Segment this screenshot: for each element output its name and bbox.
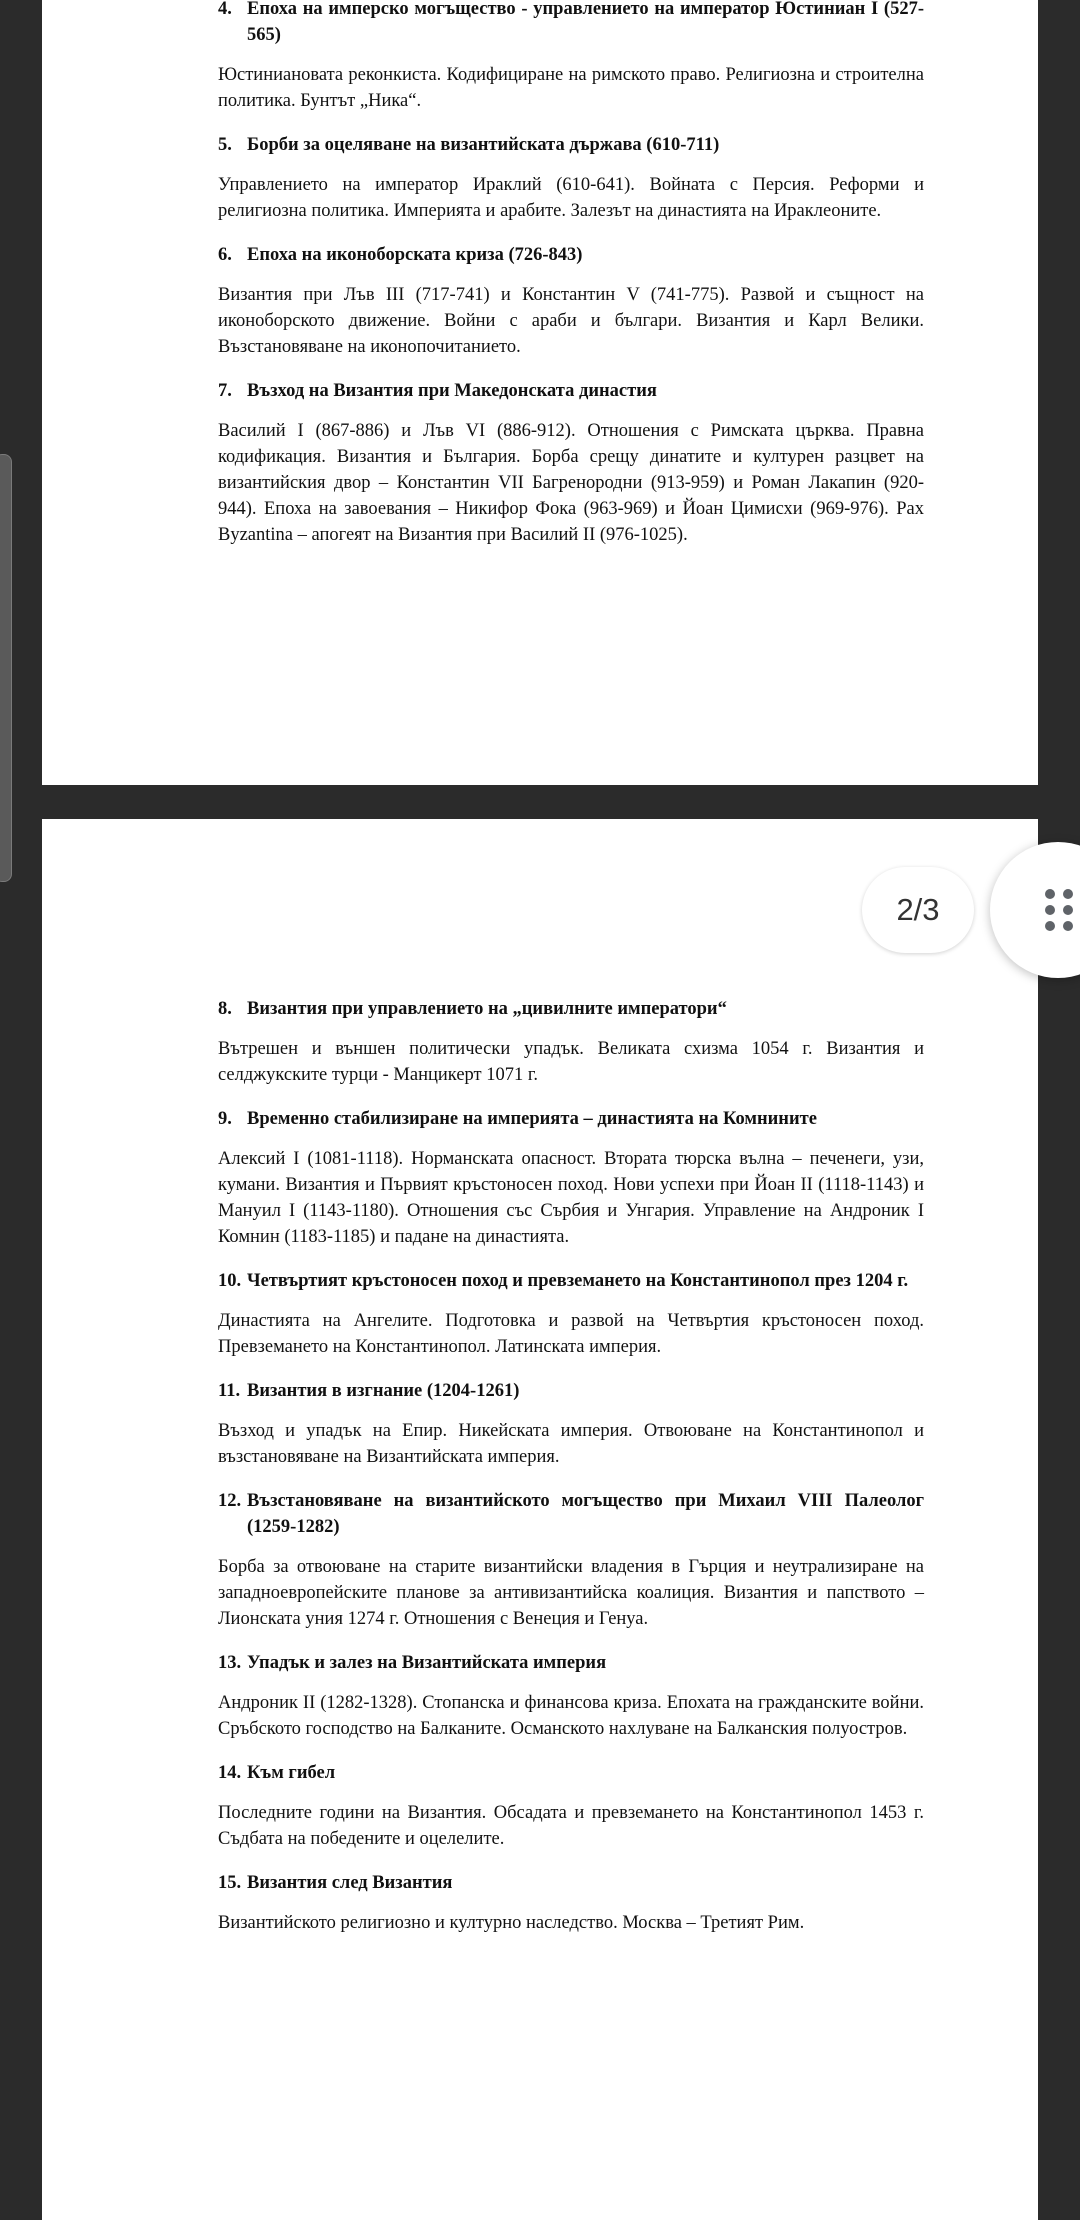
section-heading	[218, 132, 924, 158]
section-heading	[218, 1650, 924, 1676]
section-14	[218, 1760, 924, 1852]
section-number: 14.	[218, 1763, 242, 1783]
section-body: Василий I (867-886) и Лъв VI (886-912). Отношения с Римската църква. Правна кодификация. Византия и България. Борба срещу динатите и културен разцвет на византийския двор – Константин VII Багренородни (913-959) и Роман Лакапин (920-944). Епоха на завоевания – Никифор Фока (963-969) и Йоан Цимисхи (969-976). Pax Byzantina – апогеят на Византия при Василий II (976-1025).	[218, 421, 924, 545]
section-8	[218, 996, 924, 1088]
section-body: Възход и упадък на Епир. Никейската империя. Отвоюване на Константинопол и възстановяване на Византийската империя.	[218, 1421, 924, 1467]
section-title: Възстановяване на византийското могъщество при Михаил VIII Палеолог (1259-1282)	[247, 1491, 924, 1537]
section-heading	[218, 0, 924, 48]
section-title: Епоха на иконоборската криза (726-843)	[247, 245, 583, 265]
section-4	[218, 0, 924, 114]
document-page-1	[42, 0, 1038, 785]
section-9	[218, 1106, 924, 1250]
section-heading	[218, 1760, 924, 1786]
section-number: 7.	[218, 381, 232, 401]
section-number: 10.	[218, 1271, 242, 1291]
section-title: Епоха на имперско могъщество - управлението на император Юстиниан I (527-565)	[247, 0, 924, 45]
section-5	[218, 132, 924, 224]
section-number: 15.	[218, 1873, 242, 1893]
section-heading	[218, 1268, 924, 1294]
section-body: Последните години на Византия. Обсадата и превземането на Константинопол 1453 г. Съдбата на победените и оцелелите.	[218, 1803, 924, 1849]
section-title: Византия при управлението на „цивилните императори“	[247, 999, 727, 1019]
section-number: 8.	[218, 999, 232, 1019]
section-number: 13.	[218, 1653, 242, 1673]
section-title: Към гибел	[247, 1763, 336, 1783]
scrollbar-handle[interactable]	[0, 454, 12, 882]
section-heading	[218, 996, 924, 1022]
section-11	[218, 1378, 924, 1470]
section-number: 9.	[218, 1109, 232, 1129]
section-heading	[218, 242, 924, 268]
section-heading	[218, 1488, 924, 1540]
section-number: 4.	[218, 0, 232, 19]
page-2-content	[218, 996, 924, 1954]
section-heading	[218, 378, 924, 404]
page-indicator: 2/3	[862, 867, 974, 953]
section-title: Византия в изгнание (1204-1261)	[247, 1381, 520, 1401]
section-number: 11.	[218, 1381, 241, 1401]
section-body: Андроник II (1282-1328). Стопанска и финансова криза. Епохата на гражданските войни. Сръбското господство на Балканите. Османското нахлуване на Балканския полуостров.	[218, 1693, 924, 1739]
section-body: Византия при Лъв III (717-741) и Константин V (741-775). Развой и същност на иконоборското движение. Войни с араби и българи. Византия и Карл Велики. Възстановяване на иконопочитанието.	[218, 285, 924, 357]
section-body: Борба за отвоюване на старите византийски владения в Гърция и неутрализиране на западноевропейските планове за антивизантийска коалиция. Византия и папството – Лионската уния 1274 г. Отношения с Венеция и Генуа.	[218, 1557, 924, 1629]
section-heading	[218, 1378, 924, 1404]
grip-dots-icon	[1044, 888, 1074, 932]
section-15	[218, 1870, 924, 1936]
page-1-content	[218, 0, 924, 566]
section-body: Династията на Ангелите. Подготовка и развой на Четвъртия кръстоносен поход. Превземането на Константинопол. Латинската империя.	[218, 1311, 924, 1357]
section-10	[218, 1268, 924, 1360]
section-heading	[218, 1106, 924, 1132]
document-page-2	[42, 819, 1038, 2220]
section-title: Византия след Византия	[247, 1873, 453, 1893]
section-title: Упадък и залез на Византийската империя	[247, 1653, 607, 1673]
section-title: Възход на Византия при Македонската династия	[247, 381, 657, 401]
section-body: Управлението на император Ираклий (610-641). Войната с Персия. Реформи и религиозна политика. Империята и арабите. Залезът на династията на Ираклеоните.	[218, 175, 924, 221]
section-body: Вътрешен и външен политически упадък. Великата схизма 1054 г. Византия и селджукските турци - Манцикерт 1071 г.	[218, 1039, 924, 1085]
section-title: Временно стабилизиране на империята – династията на Комнините	[247, 1109, 817, 1129]
section-7	[218, 378, 924, 548]
section-number: 12.	[218, 1491, 242, 1511]
section-number: 6.	[218, 245, 232, 265]
section-number: 5.	[218, 135, 232, 155]
section-12	[218, 1488, 924, 1632]
section-title: Четвъртият кръстоносен поход и превземането на Константинопол през 1204 г.	[247, 1271, 909, 1291]
section-body: Алексий I (1081-1118). Норманската опасност. Втората тюрска вълна – печенеги, узи, кумани. Византия и Първият кръстоносен поход. Нови успехи при Йоан II (1118-1143) и Мануил I (1143-1180). Отношения със Сърбия и Унгария. Управление на Андроник I Комнин (1183-1185) и падане на династията.	[218, 1149, 924, 1247]
section-heading	[218, 1870, 924, 1896]
section-title: Борби за оцеляване на византийската държава (610-711)	[247, 135, 720, 155]
section-6	[218, 242, 924, 360]
section-body: Византийското религиозно и културно наследство. Москва – Третият Рим.	[218, 1913, 805, 1933]
section-body: Юстиниановата реконкиста. Кодифициране на римското право. Религиозна и строителна политика. Бунтът „Ника“.	[218, 65, 924, 111]
section-13	[218, 1650, 924, 1742]
